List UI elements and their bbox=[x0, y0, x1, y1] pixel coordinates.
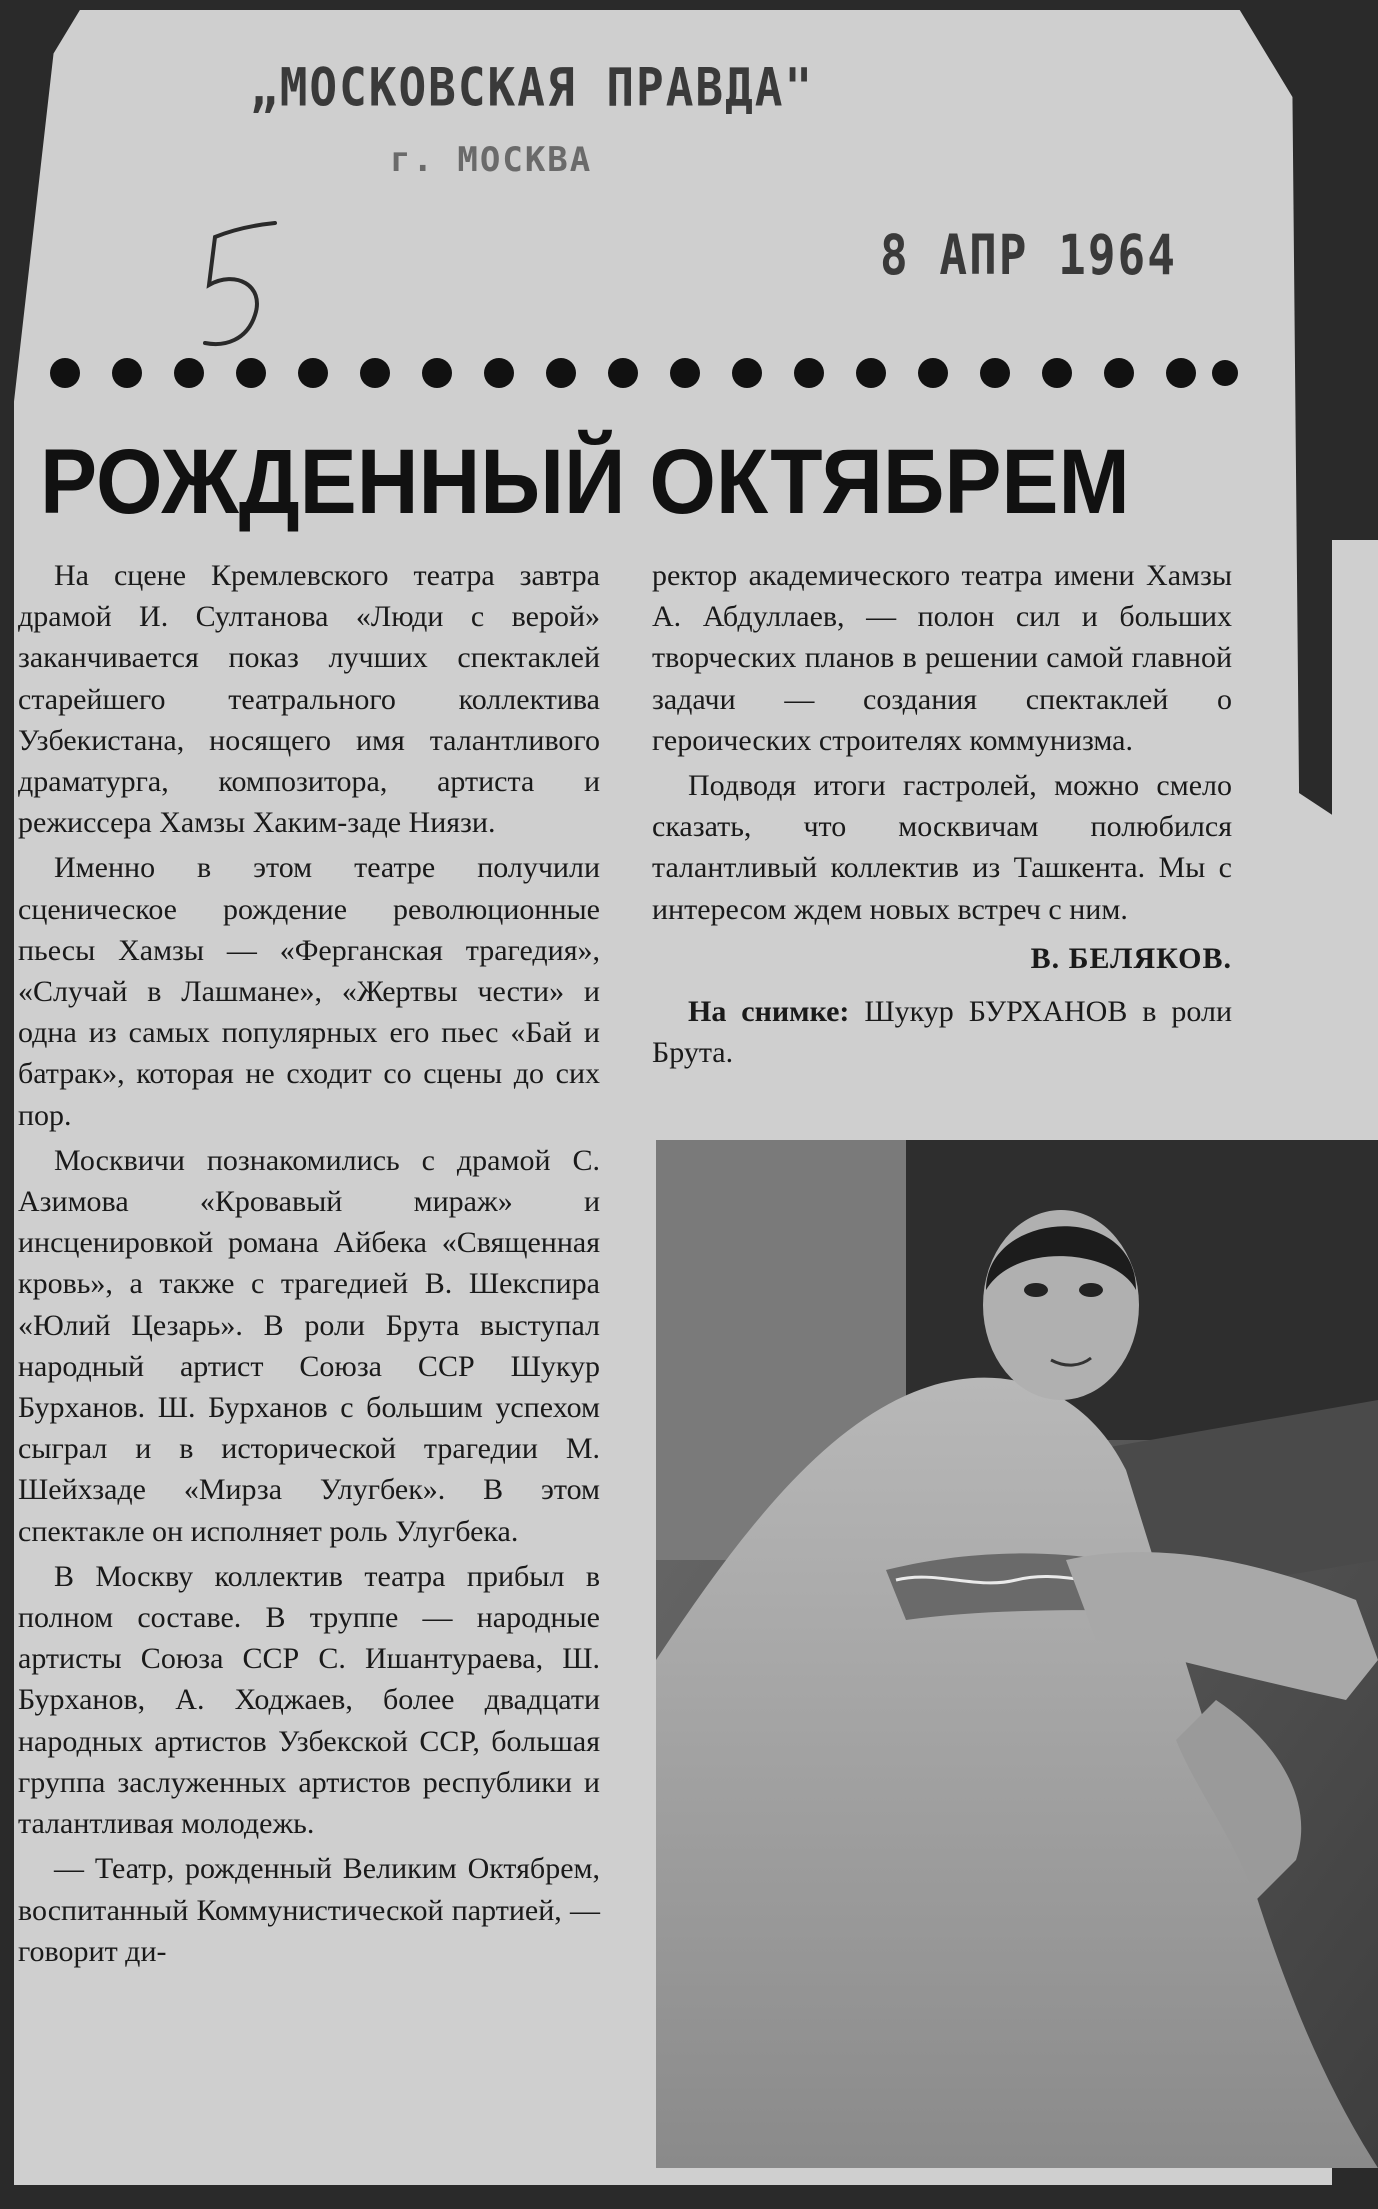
article-column-left bbox=[18, 555, 600, 1972]
adjacent-clipping-edge bbox=[1332, 540, 1378, 1140]
article-paragraph: Москвичи познакомились с драмой С. Азимова «Кровавый мираж» и инсценировкой романа Айбека «Священная кровь», а также с трагедией В. Шекспира «Юлий Цезарь». В роли Брута выступал народный артист Союза ССР Шукур Бурханов. Ш. Бурханов с большим успехом сыграл и в исторической трагедии М. Шейхзаде «Мирза Улугбек». В этом спектакле он исполняет роль Улугбека. bbox=[18, 1143, 600, 1548]
article-paragraph: — Театр, рожденный Великим Октябрем, воспитанный Коммунистической партией, — говорит ди- bbox=[18, 1852, 600, 1968]
handwritten-number-5 bbox=[195, 215, 285, 355]
article-paragraph: Подводя итоги гастролей, можно смело сказать, что москвичам полюбился талантливый коллектив из Ташкента. Мы с интересом ждем новых встреч с ним. bbox=[652, 769, 1232, 926]
author-signature: В. БЕЛЯКОВ. bbox=[1030, 941, 1232, 975]
actor-photo bbox=[656, 1140, 1378, 2168]
caption-label: На снимке: bbox=[688, 995, 850, 1029]
date-stamp: 8 АПР 1964 bbox=[880, 222, 1177, 288]
article-paragraph: В Москву коллектив театра прибыл в полном составе. В труппе — народные артисты Союза ССР С. Ишантураева, Ш. Бурханов, А. Ходжаев, более двадцати народных артистов Узбекской ССР, большая группа заслуженных артистов республики и талантливая молодежь. bbox=[18, 1559, 600, 1841]
article-column-right bbox=[652, 555, 1232, 1073]
article-paragraph: На сцене Кремлевского театра завтра драмой И. Султанова «Люди с верой» заканчивается показ лучших спектаклей старейшего театрального коллектива Узбекистана, носящего имя талантливого драматурга, композитора, артиста и режиссера Хамзы Хаким-заде Ниязи. bbox=[18, 559, 600, 840]
article-paragraph: ректор академического театра имени Хамзы А. Абдуллаев, — полон сил и больших творческих планов в решении самой главной задачи — создания спектаклей о героических строителях коммунизма. bbox=[652, 559, 1232, 757]
article-paragraph: Именно в этом театре получили сценическое рождение революционные пьесы Хамзы — «Ферганская трагедия», «Случай в Лашмане», «Жертвы чести» и одна из самых популярных его пьес «Бай и батрак», которая не сходит со сцены до сих пор. bbox=[18, 851, 600, 1132]
caption-text: Шукур БУРХАНОВ в роли Брута. bbox=[652, 995, 1233, 1070]
city-stamp: г. МОСКВА bbox=[390, 140, 593, 180]
actor-photo-illustration bbox=[656, 1140, 1378, 2168]
dot-separator bbox=[40, 355, 1240, 391]
photo-caption bbox=[652, 991, 1232, 1073]
newspaper-name-stamp: „МОСКОВСКАЯ ПРАВДА" bbox=[250, 55, 815, 119]
article-headline: РОЖДЕННЫЙ ОКТЯБРЕМ bbox=[40, 431, 1130, 533]
